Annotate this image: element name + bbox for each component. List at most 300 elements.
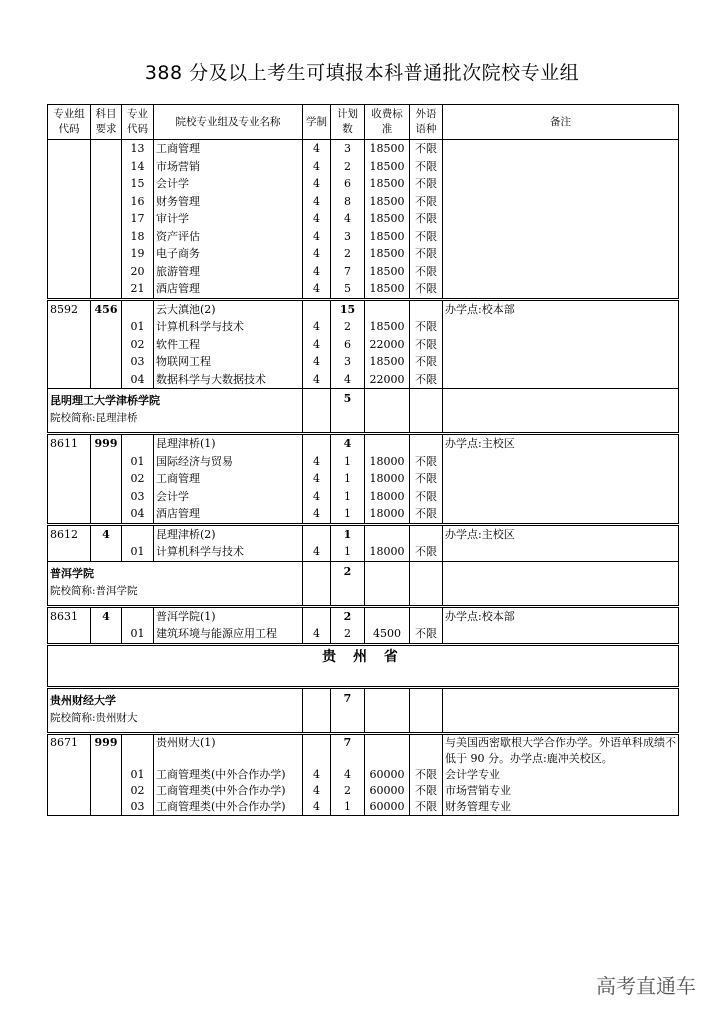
header-name: 院校专业组及专业名称 — [154, 105, 303, 140]
table-cell: 1 — [331, 799, 365, 816]
table-cell: 不限 — [410, 158, 443, 176]
empty-cell — [48, 371, 91, 389]
table-cell: 6 — [331, 175, 365, 193]
empty-cell — [91, 140, 122, 158]
header-fee: 收费标准 — [365, 105, 410, 140]
empty-cell — [410, 434, 443, 453]
table-cell: 不限 — [410, 280, 443, 299]
table-row — [48, 783, 679, 799]
empty-cell — [48, 505, 91, 524]
empty-cell — [122, 434, 154, 453]
table-cell: 7 — [331, 263, 365, 281]
table-cell: 工商管理 — [154, 140, 303, 158]
table-cell: 不限 — [410, 543, 443, 561]
table-cell: 不限 — [410, 470, 443, 488]
empty-cell — [48, 543, 91, 561]
table-row — [48, 767, 679, 783]
table-cell: 18500 — [365, 228, 410, 246]
table-cell: 4 — [303, 625, 331, 644]
table-cell: 4 — [303, 245, 331, 263]
empty-cell — [443, 353, 679, 371]
header-subject-req: 科目要求 — [91, 105, 122, 140]
table-cell: 工商管理类(中外合作办学) — [154, 767, 303, 783]
table-cell: 18500 — [365, 175, 410, 193]
table-cell: 18000 — [365, 470, 410, 488]
province-row — [48, 644, 679, 687]
table-cell: 4 — [303, 353, 331, 371]
table-cell: 不限 — [410, 245, 443, 263]
table-cell: 审计学 — [154, 210, 303, 228]
table-row — [48, 263, 679, 281]
header-lang: 外语语种 — [410, 105, 443, 140]
table-cell: 18 — [122, 228, 154, 246]
table-cell: 8612 — [48, 524, 91, 543]
table-cell: 3 — [331, 228, 365, 246]
table-row — [48, 228, 679, 246]
empty-cell — [91, 245, 122, 263]
table-cell: 2 — [331, 245, 365, 263]
table-row — [48, 371, 679, 389]
empty-cell — [91, 228, 122, 246]
table-row — [48, 336, 679, 354]
empty-cell — [91, 318, 122, 336]
empty-cell — [303, 299, 331, 318]
empty-cell — [443, 193, 679, 211]
empty-cell — [443, 561, 679, 606]
empty-cell — [443, 488, 679, 506]
table-cell: 旅游管理 — [154, 263, 303, 281]
table-cell: 01 — [122, 318, 154, 336]
empty-cell — [122, 299, 154, 318]
header-years: 学制 — [303, 105, 331, 140]
institution-abbr: 院校简称:普洱学院 — [50, 584, 138, 597]
table-cell: 4 — [303, 140, 331, 158]
table-row — [48, 505, 679, 524]
empty-cell — [91, 543, 122, 561]
empty-cell — [443, 318, 679, 336]
empty-cell — [91, 799, 122, 816]
table-cell: 15 — [122, 175, 154, 193]
table-cell: 4 — [303, 280, 331, 299]
page-title: 388 分及以上考生可填报本科普通批次院校专业组 — [144, 62, 580, 84]
empty-cell — [443, 687, 679, 733]
table-cell: 4 — [303, 193, 331, 211]
empty-cell — [443, 336, 679, 354]
empty-cell — [91, 353, 122, 371]
empty-cell — [365, 733, 410, 767]
table-cell: 02 — [122, 336, 154, 354]
group-row-8631 — [48, 606, 679, 625]
empty-cell — [91, 625, 122, 644]
header-group-code: 专业组代码 — [48, 105, 91, 140]
table-cell: 60000 — [365, 783, 410, 799]
empty-cell — [410, 561, 443, 606]
table-cell: 1 — [331, 524, 365, 543]
empty-cell — [443, 371, 679, 389]
province-heading: 贵 州 省 — [48, 644, 679, 687]
table-cell: 4 — [303, 210, 331, 228]
empty-cell — [48, 783, 91, 799]
table-cell: 办学点:主校区 — [443, 524, 679, 543]
empty-cell — [365, 434, 410, 453]
empty-cell — [443, 453, 679, 471]
table-cell: 14 — [122, 158, 154, 176]
table-cell: 3 — [331, 140, 365, 158]
table-cell: 18500 — [365, 353, 410, 371]
table-cell: 456 — [91, 299, 122, 318]
watermark-text: 高考直通车 — [596, 974, 696, 998]
table-cell: 普洱学院(1) — [154, 606, 303, 625]
table-cell: 软件工程 — [154, 336, 303, 354]
institution-name: 贵州财经大学 — [50, 693, 116, 707]
table-cell: 不限 — [410, 140, 443, 158]
empty-cell — [48, 263, 91, 281]
table-cell: 13 — [122, 140, 154, 158]
table-row — [48, 453, 679, 471]
table-cell: 会计学 — [154, 488, 303, 506]
table-cell: 03 — [122, 353, 154, 371]
empty-cell — [91, 505, 122, 524]
table-cell: 不限 — [410, 505, 443, 524]
empty-cell — [91, 783, 122, 799]
empty-cell — [443, 280, 679, 299]
empty-cell — [48, 470, 91, 488]
empty-cell — [410, 606, 443, 625]
table-cell: 办学点:主校区 — [443, 434, 679, 453]
empty-cell — [410, 733, 443, 767]
empty-cell — [443, 470, 679, 488]
table-cell: 不限 — [410, 318, 443, 336]
empty-cell — [410, 299, 443, 318]
empty-cell — [48, 799, 91, 816]
empty-cell — [365, 687, 410, 733]
table-cell: 昆理津桥(1) — [154, 434, 303, 453]
table-cell: 19 — [122, 245, 154, 263]
empty-cell — [48, 687, 303, 733]
empty-cell — [48, 561, 303, 606]
empty-cell — [443, 175, 679, 193]
empty-cell — [48, 353, 91, 371]
empty-cell — [91, 336, 122, 354]
empty-cell — [303, 687, 331, 733]
table-cell: 电子商务 — [154, 245, 303, 263]
empty-cell — [48, 140, 91, 158]
empty-cell — [91, 767, 122, 783]
empty-cell — [365, 524, 410, 543]
table-cell: 4 — [303, 371, 331, 389]
table-cell: 酒店管理 — [154, 505, 303, 524]
table-cell: 4 — [303, 228, 331, 246]
table-cell: 4 — [331, 371, 365, 389]
table-cell: 国际经济与贸易 — [154, 453, 303, 471]
empty-cell — [410, 524, 443, 543]
table-cell: 财务管理专业 — [443, 799, 679, 816]
table-cell: 18500 — [365, 318, 410, 336]
empty-cell — [91, 280, 122, 299]
empty-cell — [303, 733, 331, 767]
table-cell: 市场营销专业 — [443, 783, 679, 799]
table-cell: 04 — [122, 505, 154, 524]
table-cell: 4 — [91, 524, 122, 543]
table-cell: 18000 — [365, 543, 410, 561]
table-cell: 18500 — [365, 245, 410, 263]
empty-cell — [48, 767, 91, 783]
table-cell: 贵州财大(1) — [154, 733, 303, 767]
table-cell: 16 — [122, 193, 154, 211]
table-cell: 18500 — [365, 158, 410, 176]
table-cell: 5 — [331, 389, 365, 434]
table-cell: 4 — [331, 767, 365, 783]
table-cell: 7 — [331, 733, 365, 767]
table-cell: 18500 — [365, 140, 410, 158]
table-cell: 资产评估 — [154, 228, 303, 246]
table-cell: 工商管理类(中外合作办学) — [154, 783, 303, 799]
empty-cell — [303, 389, 331, 434]
empty-cell — [48, 336, 91, 354]
table-cell: 1 — [331, 505, 365, 524]
table-cell: 财务管理 — [154, 193, 303, 211]
table-row — [48, 210, 679, 228]
empty-cell — [48, 389, 303, 434]
table-cell: 8631 — [48, 606, 91, 625]
admission-table — [47, 104, 679, 816]
empty-cell — [48, 318, 91, 336]
table-cell: 数据科学与大数据技术 — [154, 371, 303, 389]
group-row-8671 — [48, 733, 679, 767]
table-cell: 2 — [331, 158, 365, 176]
empty-cell — [48, 175, 91, 193]
table-cell: 物联网工程 — [154, 353, 303, 371]
table-row — [48, 488, 679, 506]
institution-abbr: 院校简称:贵州财大 — [50, 711, 138, 724]
empty-cell — [91, 210, 122, 228]
empty-cell — [443, 505, 679, 524]
table-cell: 8 — [331, 193, 365, 211]
table-cell: 4500 — [365, 625, 410, 644]
table-cell: 2 — [331, 318, 365, 336]
group-row-8612 — [48, 524, 679, 543]
table-cell: 2 — [331, 625, 365, 644]
empty-cell — [303, 561, 331, 606]
table-cell: 4 — [303, 543, 331, 561]
table-cell: 22000 — [365, 336, 410, 354]
empty-cell — [443, 140, 679, 158]
table-cell: 不限 — [410, 193, 443, 211]
table-cell: 04 — [122, 371, 154, 389]
empty-cell — [443, 263, 679, 281]
table-cell: 与美国西密歇根大学合作办学。外语单科成绩不低于 90 分。办学点:鹿冲关校区。 — [443, 733, 679, 767]
table-cell: 20 — [122, 263, 154, 281]
table-cell: 999 — [91, 733, 122, 767]
empty-cell — [443, 158, 679, 176]
empty-cell — [122, 524, 154, 543]
table-cell: 不限 — [410, 799, 443, 816]
table-cell: 4 — [303, 470, 331, 488]
table-cell: 999 — [91, 434, 122, 453]
table-cell: 60000 — [365, 799, 410, 816]
table-cell: 1 — [331, 453, 365, 471]
table-cell: 不限 — [410, 371, 443, 389]
table-cell: 工商管理 — [154, 470, 303, 488]
empty-cell — [48, 245, 91, 263]
table-cell: 4 — [303, 158, 331, 176]
institution-row-puer — [48, 561, 679, 606]
empty-cell — [303, 606, 331, 625]
empty-cell — [365, 389, 410, 434]
empty-cell — [91, 158, 122, 176]
empty-cell — [122, 733, 154, 767]
table-cell: 2 — [331, 561, 365, 606]
table-cell: 03 — [122, 488, 154, 506]
empty-cell — [122, 606, 154, 625]
table-cell: 计算机科学与技术 — [154, 543, 303, 561]
table-row — [48, 280, 679, 299]
empty-cell — [48, 228, 91, 246]
table-cell: 2 — [331, 606, 365, 625]
table-row — [48, 625, 679, 644]
empty-cell — [443, 210, 679, 228]
table-row — [48, 543, 679, 561]
empty-cell — [91, 488, 122, 506]
table-cell: 1 — [331, 543, 365, 561]
table-cell: 办学点:校本部 — [443, 299, 679, 318]
table-cell: 4 — [303, 488, 331, 506]
table-cell: 4 — [303, 783, 331, 799]
empty-cell — [365, 299, 410, 318]
table-cell: 4 — [303, 799, 331, 816]
table-cell: 不限 — [410, 175, 443, 193]
table-cell: 不限 — [410, 353, 443, 371]
empty-cell — [443, 625, 679, 644]
table-row — [48, 470, 679, 488]
empty-cell — [443, 389, 679, 434]
empty-cell — [410, 687, 443, 733]
table-cell: 4 — [303, 336, 331, 354]
table-row — [48, 175, 679, 193]
table-cell: 02 — [122, 470, 154, 488]
table-row — [48, 158, 679, 176]
table-cell: 7 — [331, 687, 365, 733]
table-cell: 不限 — [410, 210, 443, 228]
table-cell: 计算机科学与技术 — [154, 318, 303, 336]
table-cell: 15 — [331, 299, 365, 318]
table-cell: 01 — [122, 543, 154, 561]
empty-cell — [91, 193, 122, 211]
table-cell: 22000 — [365, 371, 410, 389]
table-cell: 不限 — [410, 625, 443, 644]
table-cell: 4 — [303, 453, 331, 471]
table-cell: 4 — [303, 505, 331, 524]
institution-name: 昆明理工大学津桥学院 — [50, 394, 160, 407]
empty-cell — [91, 371, 122, 389]
table-cell: 2 — [331, 783, 365, 799]
table-cell: 18500 — [365, 280, 410, 299]
header-plan: 计划数 — [331, 105, 365, 140]
table-cell: 18500 — [365, 193, 410, 211]
table-cell: 不限 — [410, 336, 443, 354]
group-row-8592 — [48, 299, 679, 318]
table-cell: 4 — [303, 263, 331, 281]
table-row — [48, 353, 679, 371]
table-row — [48, 799, 679, 816]
table-cell: 03 — [122, 799, 154, 816]
table-cell: 昆理津桥(2) — [154, 524, 303, 543]
table-cell: 4 — [91, 606, 122, 625]
table-cell: 会计学 — [154, 175, 303, 193]
table-cell: 60000 — [365, 767, 410, 783]
table-row — [48, 193, 679, 211]
table-cell: 6 — [331, 336, 365, 354]
table-cell: 18000 — [365, 505, 410, 524]
table-cell: 不限 — [410, 228, 443, 246]
table-cell: 4 — [303, 175, 331, 193]
table-cell: 17 — [122, 210, 154, 228]
table-cell: 4 — [331, 434, 365, 453]
table-cell: 02 — [122, 783, 154, 799]
table-cell: 不限 — [410, 767, 443, 783]
table-cell: 18500 — [365, 210, 410, 228]
table-cell: 不限 — [410, 263, 443, 281]
table-cell: 8592 — [48, 299, 91, 318]
institution-row-gzufe — [48, 687, 679, 733]
empty-cell — [91, 263, 122, 281]
table-cell: 酒店管理 — [154, 280, 303, 299]
table-cell: 办学点:校本部 — [443, 606, 679, 625]
empty-cell — [410, 389, 443, 434]
table-cell: 3 — [331, 353, 365, 371]
table-cell: 1 — [331, 488, 365, 506]
empty-cell — [48, 193, 91, 211]
empty-cell — [48, 210, 91, 228]
empty-cell — [91, 470, 122, 488]
empty-cell — [91, 175, 122, 193]
table-cell: 工商管理类(中外合作办学) — [154, 799, 303, 816]
table-cell: 01 — [122, 767, 154, 783]
table-cell: 4 — [331, 210, 365, 228]
table-cell: 5 — [331, 280, 365, 299]
empty-cell — [48, 158, 91, 176]
table-cell: 会计学专业 — [443, 767, 679, 783]
table-cell: 8671 — [48, 733, 91, 767]
header-note: 备注 — [443, 105, 679, 140]
header-row — [48, 105, 679, 140]
empty-cell — [443, 228, 679, 246]
table-cell: 建筑环境与能源应用工程 — [154, 625, 303, 644]
table-cell: 18500 — [365, 263, 410, 281]
table-cell: 18000 — [365, 453, 410, 471]
header-major-code: 专业代码 — [122, 105, 154, 140]
table-row — [48, 318, 679, 336]
table-cell: 不限 — [410, 453, 443, 471]
empty-cell — [48, 280, 91, 299]
table-cell: 18000 — [365, 488, 410, 506]
table-cell: 不限 — [410, 488, 443, 506]
table-row — [48, 245, 679, 263]
table-cell: 21 — [122, 280, 154, 299]
table-cell: 不限 — [410, 783, 443, 799]
empty-cell — [443, 245, 679, 263]
table-cell: 云大滇池(2) — [154, 299, 303, 318]
table-cell: 8611 — [48, 434, 91, 453]
empty-cell — [443, 543, 679, 561]
table-cell: 01 — [122, 625, 154, 644]
institution-row-kmust — [48, 389, 679, 434]
empty-cell — [365, 606, 410, 625]
empty-cell — [91, 453, 122, 471]
empty-cell — [48, 625, 91, 644]
table-cell: 4 — [303, 318, 331, 336]
table-cell: 市场营销 — [154, 158, 303, 176]
